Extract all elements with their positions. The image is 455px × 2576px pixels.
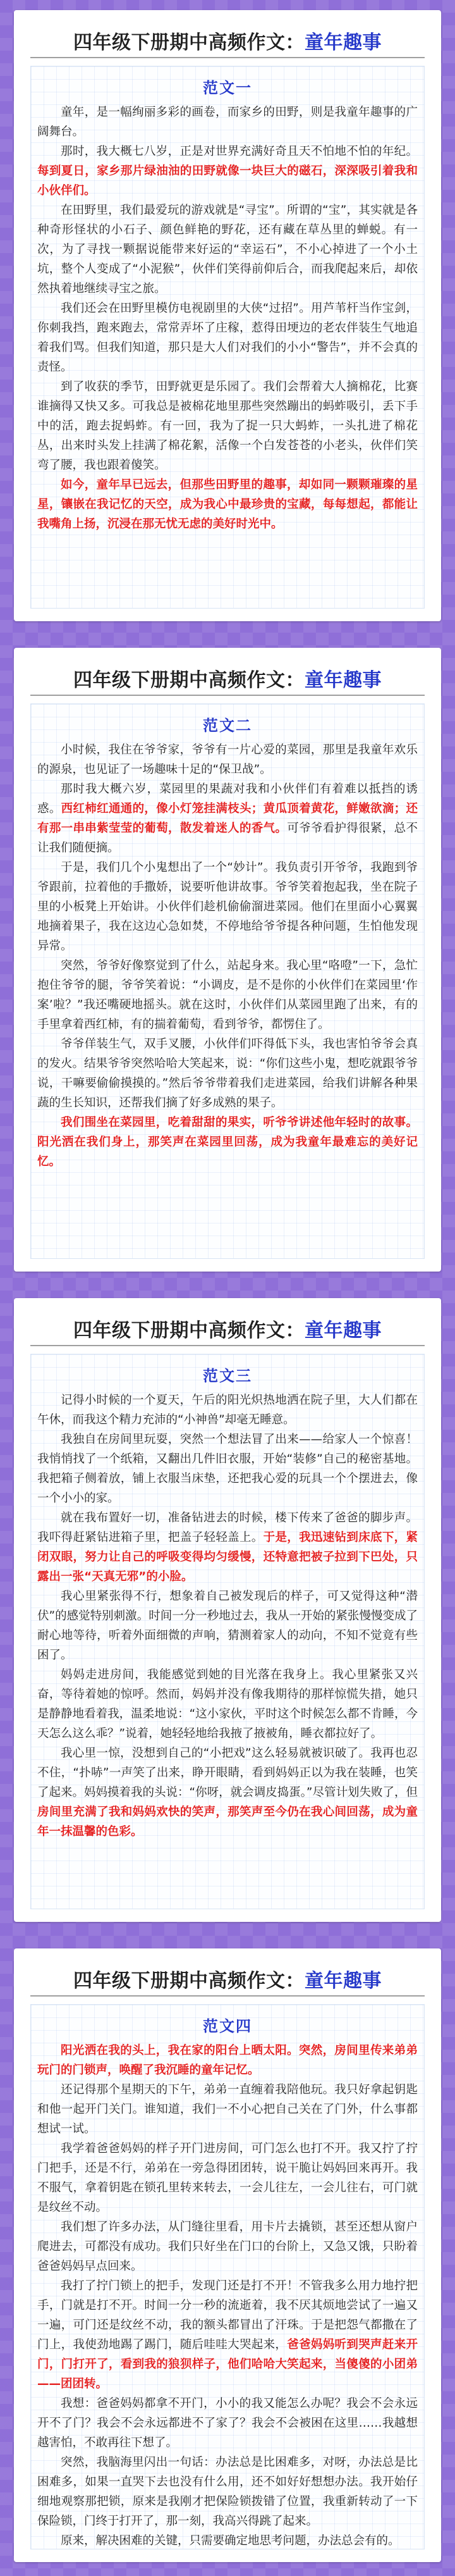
- essay-body: [30, 2004, 425, 2549]
- highlighted-sentence: 西红柿红通通的，像小灯笼挂满枝头；黄瓜顶着黄花，鲜嫩欲滴；还有那一串串紫莹莹的葡萄，散发着迷人的香气。: [37, 802, 418, 835]
- page-header: [14, 10, 441, 61]
- header-divider: [30, 57, 425, 58]
- body-text: 就在我布置好一切，准备钻进去的时候，楼下传来了爸爸的脚步声。我吓得赶紧钻进箱子里，把盖子轻轻盖上。: [37, 1511, 418, 1544]
- page-header: [14, 1298, 441, 1349]
- essay-body: [30, 1354, 425, 1909]
- essay-subtitle: 范文四: [203, 2017, 252, 2035]
- body-text: 童年，是一幅绚丽多彩的画卷，而家乡的田野，则是我童年趣事的广阔舞台。: [37, 106, 418, 139]
- essay-paragraphs: [37, 740, 418, 1172]
- essay-paragraph: [37, 201, 418, 299]
- essay-paragraph: [37, 1743, 418, 1842]
- essay-paragraph: [37, 299, 418, 377]
- highlighted-sentence: 如今，童年早已远去，但那些田野里的趣事，却如同一颗颗璀璨的星星，镶嵌在我记忆的天空，成为我心中最珍贵的宝藏，每每想起，都能让我嘴角上扬，沉浸在那无忧无虑的美好时光中。: [37, 478, 418, 531]
- essay-paragraph: [37, 2394, 418, 2453]
- essay-paragraph: [37, 779, 418, 858]
- body-text: 还记得那个星期天的下午，弟弟一直缠着我陪他玩。我只好拿起钥匙和他一起开门关门。谁知道，我们一不小心把自己关在了门外，什么事都想试一试。: [37, 2083, 418, 2136]
- essay-subtitle: 范文二: [203, 717, 252, 734]
- body-text: 我想：爸爸妈妈都拿不开门，小小的我又能怎么办呢？我会不会永远开不了门？我会不会永远都进不了家了？我会不会被困在这里……我越想越害怕，不敢再往下想了。: [37, 2397, 418, 2449]
- essay-paragraph: [37, 1034, 418, 1113]
- essay-paragraph: [37, 956, 418, 1034]
- header-divider: [30, 1345, 425, 1346]
- essay-paragraph: [37, 2139, 418, 2217]
- essay-page-3: [14, 1298, 441, 1922]
- essay-paragraphs: [37, 2041, 418, 2551]
- essay-subtitle: 范文一: [203, 79, 252, 97]
- essay-body: [30, 66, 425, 609]
- page-header: [14, 648, 441, 698]
- header-divider: [30, 695, 425, 696]
- page-title: 四年级下册期中高频作文：童年趣事: [73, 32, 382, 54]
- essay-paragraph: [37, 377, 418, 475]
- essay-paragraphs: [37, 102, 418, 534]
- essay-paragraph: [37, 740, 418, 779]
- essay-body: [30, 703, 425, 1259]
- body-text: 突然，我脑海里闪出一句话：办法总是比困难多，对呀，办法总是比困难多，如果一直哭下去也没有什么用，还不如好好想想办法。我开始仔细地观察那把锁，原来是我刚才把保险锁拨错了位置，我重新转动了一下保险锁，门终于打开了，那一刻，我高兴得跳了起来。: [37, 2456, 418, 2528]
- body-text: 我们想了许多办法，从门缝往里看，用卡片去撬锁，甚至还想从窗户爬进去，可都没有成功。我们只好坐在门口的台阶上，又急又饿，只盼着爸爸妈妈早点回来。: [37, 2220, 418, 2273]
- body-text: 妈妈走进房间，我能感觉到她的目光落在我身上。我心里紧张又兴奋，等待着她的惊呼。然而，妈妈并没有像我期待的那样惊慌失措，她只是静静地看着我，温柔地说：“这小家伙，平时这个时候怎么都不肯睡，今天怎么这么乖？”说着，她轻轻地给我掖了掖被角，睡衣都拉好了。: [37, 1668, 418, 1740]
- page-header: [14, 1948, 441, 1999]
- body-text: 那时我大概六岁，菜园里的果蔬对我和小伙伴们有着难以抵挡的诱惑。: [37, 783, 418, 815]
- essay-paragraph: [37, 858, 418, 956]
- essay-page-4: [14, 1948, 441, 2562]
- essay-paragraph: [37, 475, 418, 534]
- page-title: 四年级下册期中高频作文：童年趣事: [73, 1970, 382, 1992]
- body-text: 那时，我大概七八岁，正是对世界充满好奇且天不怕地不怕的年纪。: [61, 145, 418, 158]
- essay-paragraph: [37, 2080, 418, 2139]
- essay-subtitle: 范文三: [203, 1367, 252, 1385]
- page-title: 四年级下册期中高频作文：童年趣事: [73, 669, 382, 691]
- essay-paragraph: [37, 1113, 418, 1172]
- essay-paragraph: [37, 1665, 418, 1743]
- body-text: 到了收获的季节，田野就更是乐园了。我们会帮着大人摘棉花，比赛谁摘得又快又多。可我总是被棉花地里那些突然蹦出的蚂蚱吸引，丢下手中的活，跑去捉蚂蚱。有一回，我为了捉一只大蚂蚱，一头扎进了棉花丛，出来时头发上挂满了棉花絮，活像一个白发苍苍的小老头，伙伴们笑弯了腰，我也跟着傻笑。: [37, 380, 418, 472]
- body-text: 爷爷佯装生气，双手叉腰，小伙伴们吓得低下头，我也害怕爷爷会真的发火。结果爷爷突然哈哈大笑起来，说：“你们这些小鬼，想吃就跟爷爷说，干嘛要偷偷摸摸的。”然后爷爷带着我们走进菜园，给我们讲解各种果蔬的生长知识，还帮我们摘了好多成熟的果子。: [37, 1037, 418, 1110]
- body-text: 可爷爷看护得很紧，总不让我们随便摘。: [37, 822, 418, 855]
- body-text: 我独自在房间里玩耍，突然一个想法冒了出来——给家人一个惊喜！我悄悄找了一个纸箱，又翻出几件旧衣服，开始“装修”自己的秘密基地。我把箱子侧着放，铺上衣服当床垫，还把我心爱的玩具一个个摆进去，像一个小小的家。: [37, 1433, 418, 1505]
- essay-paragraph: [37, 1587, 418, 1665]
- essay-page-2: [14, 648, 441, 1272]
- highlighted-sentence: 爸爸妈妈听到哭声赶来开门，门打开了，看到我的狼狈样子，他们哈哈大笑起来，当傻傻的小团弟——团团转。: [37, 2338, 418, 2391]
- essay-paragraph: [37, 2453, 418, 2531]
- essay-paragraph: [37, 142, 418, 201]
- essay-paragraph: [37, 2531, 418, 2551]
- essay-paragraph: [37, 102, 418, 142]
- essay-paragraph: [37, 2217, 418, 2276]
- body-text: 原来，解决困难的关键，只需要确定地思考问题，办法总会有的。: [61, 2534, 400, 2548]
- highlighted-sentence: 每到夏日，家乡那片绿油油的田野就像一块巨大的磁石，深深吸引着我和小伙伴们。: [37, 164, 418, 197]
- essay-paragraph: [37, 1430, 418, 1508]
- body-text: 我心里紧张得不行，想象着自己被发现后的样子，可又觉得这种“潜伏”的感觉特别刺激。时间一分一秒地过去，我从一开始的紧张慢慢变成了耐心地等待，听着外面细微的声响，猜测着家人的动向，不知不觉竟有些困了。: [37, 1590, 418, 1662]
- essay-paragraphs: [37, 1390, 418, 1842]
- body-text: 突然，爷爷好像察觉到了什么，站起身来。我心里“咯噔”一下，急忙抱住爷爷的腿，爷爷笑着说：“小调皮，是不是你的小伙伴们在菜园里‘作案’啦？”我还嘴硬地摇头。就在这时，小伙伴们从菜园里跑了出来，有的手里拿着西红柿，有的揣着葡萄，看到爷爷，都愣住了。: [37, 959, 418, 1031]
- highlighted-sentence: 于是，我迅速钻到床底下，紧闭双眼，努力让自己的呼吸变得均匀缓慢，还特意把被子拉到下巴处，只露出一张“天真无邪”的小脸。: [37, 1531, 418, 1583]
- essay-paragraph: [37, 2041, 418, 2080]
- highlighted-sentence: 阳光洒在我的头上，我在家的阳台上晒太阳。突然，房间里传来弟弟玩门的门锁声，唤醒了我沉睡的童年记忆。: [37, 2044, 418, 2077]
- highlighted-sentence: 房间里充满了我和妈妈欢快的笑声，那笑声至今仍在我心间回荡，成为童年一抹温馨的色彩。: [37, 1805, 418, 1838]
- page-title: 四年级下册期中高频作文：童年趣事: [73, 1320, 382, 1342]
- body-text: 于是，我们几个小鬼想出了一个“妙计”。我负责引开爷爷，我跑到爷爷跟前，拉着他的手撒娇，说要听他讲故事。爷爷笑着抱起我，坐在院子里的小板凳上开始讲。小伙伴们趁机偷偷溜进菜园。他们在里面小心翼翼地摘着果子，我在这边心急如焚，不停地给爷爷提各种问题，生怕他发现异常。: [37, 861, 418, 953]
- essay-paragraph: [37, 1390, 418, 1430]
- body-text: 我学着爸爸妈妈的样子开门进房间，可门怎么也打不开。我又拧了拧门把手，还是不行，弟弟在一旁急得团团转，说干脆让妈妈回来再开。我不服气，拿着钥匙在锁孔里转来转去，一会儿往左，一会儿往右，可门就是纹丝不动。: [37, 2142, 418, 2214]
- body-text: 我心里一惊，没想到自己的“小把戏”这么轻易就被识破了。我再也忍不住，“扑哧”一声笑了出来，睁开眼睛，看到妈妈正以为我在装睡，也笑了起来。妈妈摸着我的头说：“你呀，就会调皮捣蛋。”尽管计划失败了，但: [37, 1747, 418, 1799]
- essay-page-1: [14, 10, 441, 621]
- header-divider: [30, 1995, 425, 1997]
- essay-paragraph: [37, 2276, 418, 2394]
- body-text: 小时候，我住在爷爷家，爷爷有一片心爱的菜园，那里是我童年欢乐的源泉，也见证了一场趣味十足的“保卫战”。: [37, 743, 418, 776]
- body-text: 我们还会在田野里模仿电视剧里的大侠“过招”。用芦苇杆当作宝剑，你刺我挡，跑来跑去，常常弄坏了庄稼，惹得田埂边的老农伴装生气地追着我们骂。但我们知道，那只是大人们对我们的小小“警告”，并不会真的责怪。: [37, 302, 418, 374]
- body-text: 在田野里，我们最爱玩的游戏就是“寻宝”。所谓的“宝”，其实就是各种奇形怪状的小石子、颜色鲜艳的野花，还有藏在草丛里的蝉蜕。有一次，为了寻找一颗据说能带来好运的“幸运石”，不小心掉进了一个小土坑，整个人变成了“小泥猴”，伙伴们笑得前仰后合，而我爬起来后，却依然执着地继续寻宝之旅。: [37, 204, 418, 295]
- essay-paragraph: [37, 1508, 418, 1587]
- body-text: 记得小时候的一个夏天，午后的阳光炽热地洒在院子里，大人们都在午休，而我这个精力充沛的“小神兽”却毫无睡意。: [37, 1394, 418, 1427]
- body-text: 我打了拧门锁上的把手，发现门还是打不开！不管我多么用力地拧把手，门就是打不开。时间一分一秒的流逝着，我不厌其烦地尝试了一遍又一遍，可门还是纹丝不动，我的额头都冒出了汗珠。于是把怨气都撒在了门上，我使劲地踢了踢门，随后哇哇大哭起来，: [37, 2279, 418, 2351]
- highlighted-sentence: 我们围坐在菜园里，吃着甜甜的果实，听爷爷讲述他年轻时的故事。阳光洒在我们身上，那笑声在菜园里回荡，成为我童年最难忘的美好记忆。: [37, 1116, 418, 1168]
